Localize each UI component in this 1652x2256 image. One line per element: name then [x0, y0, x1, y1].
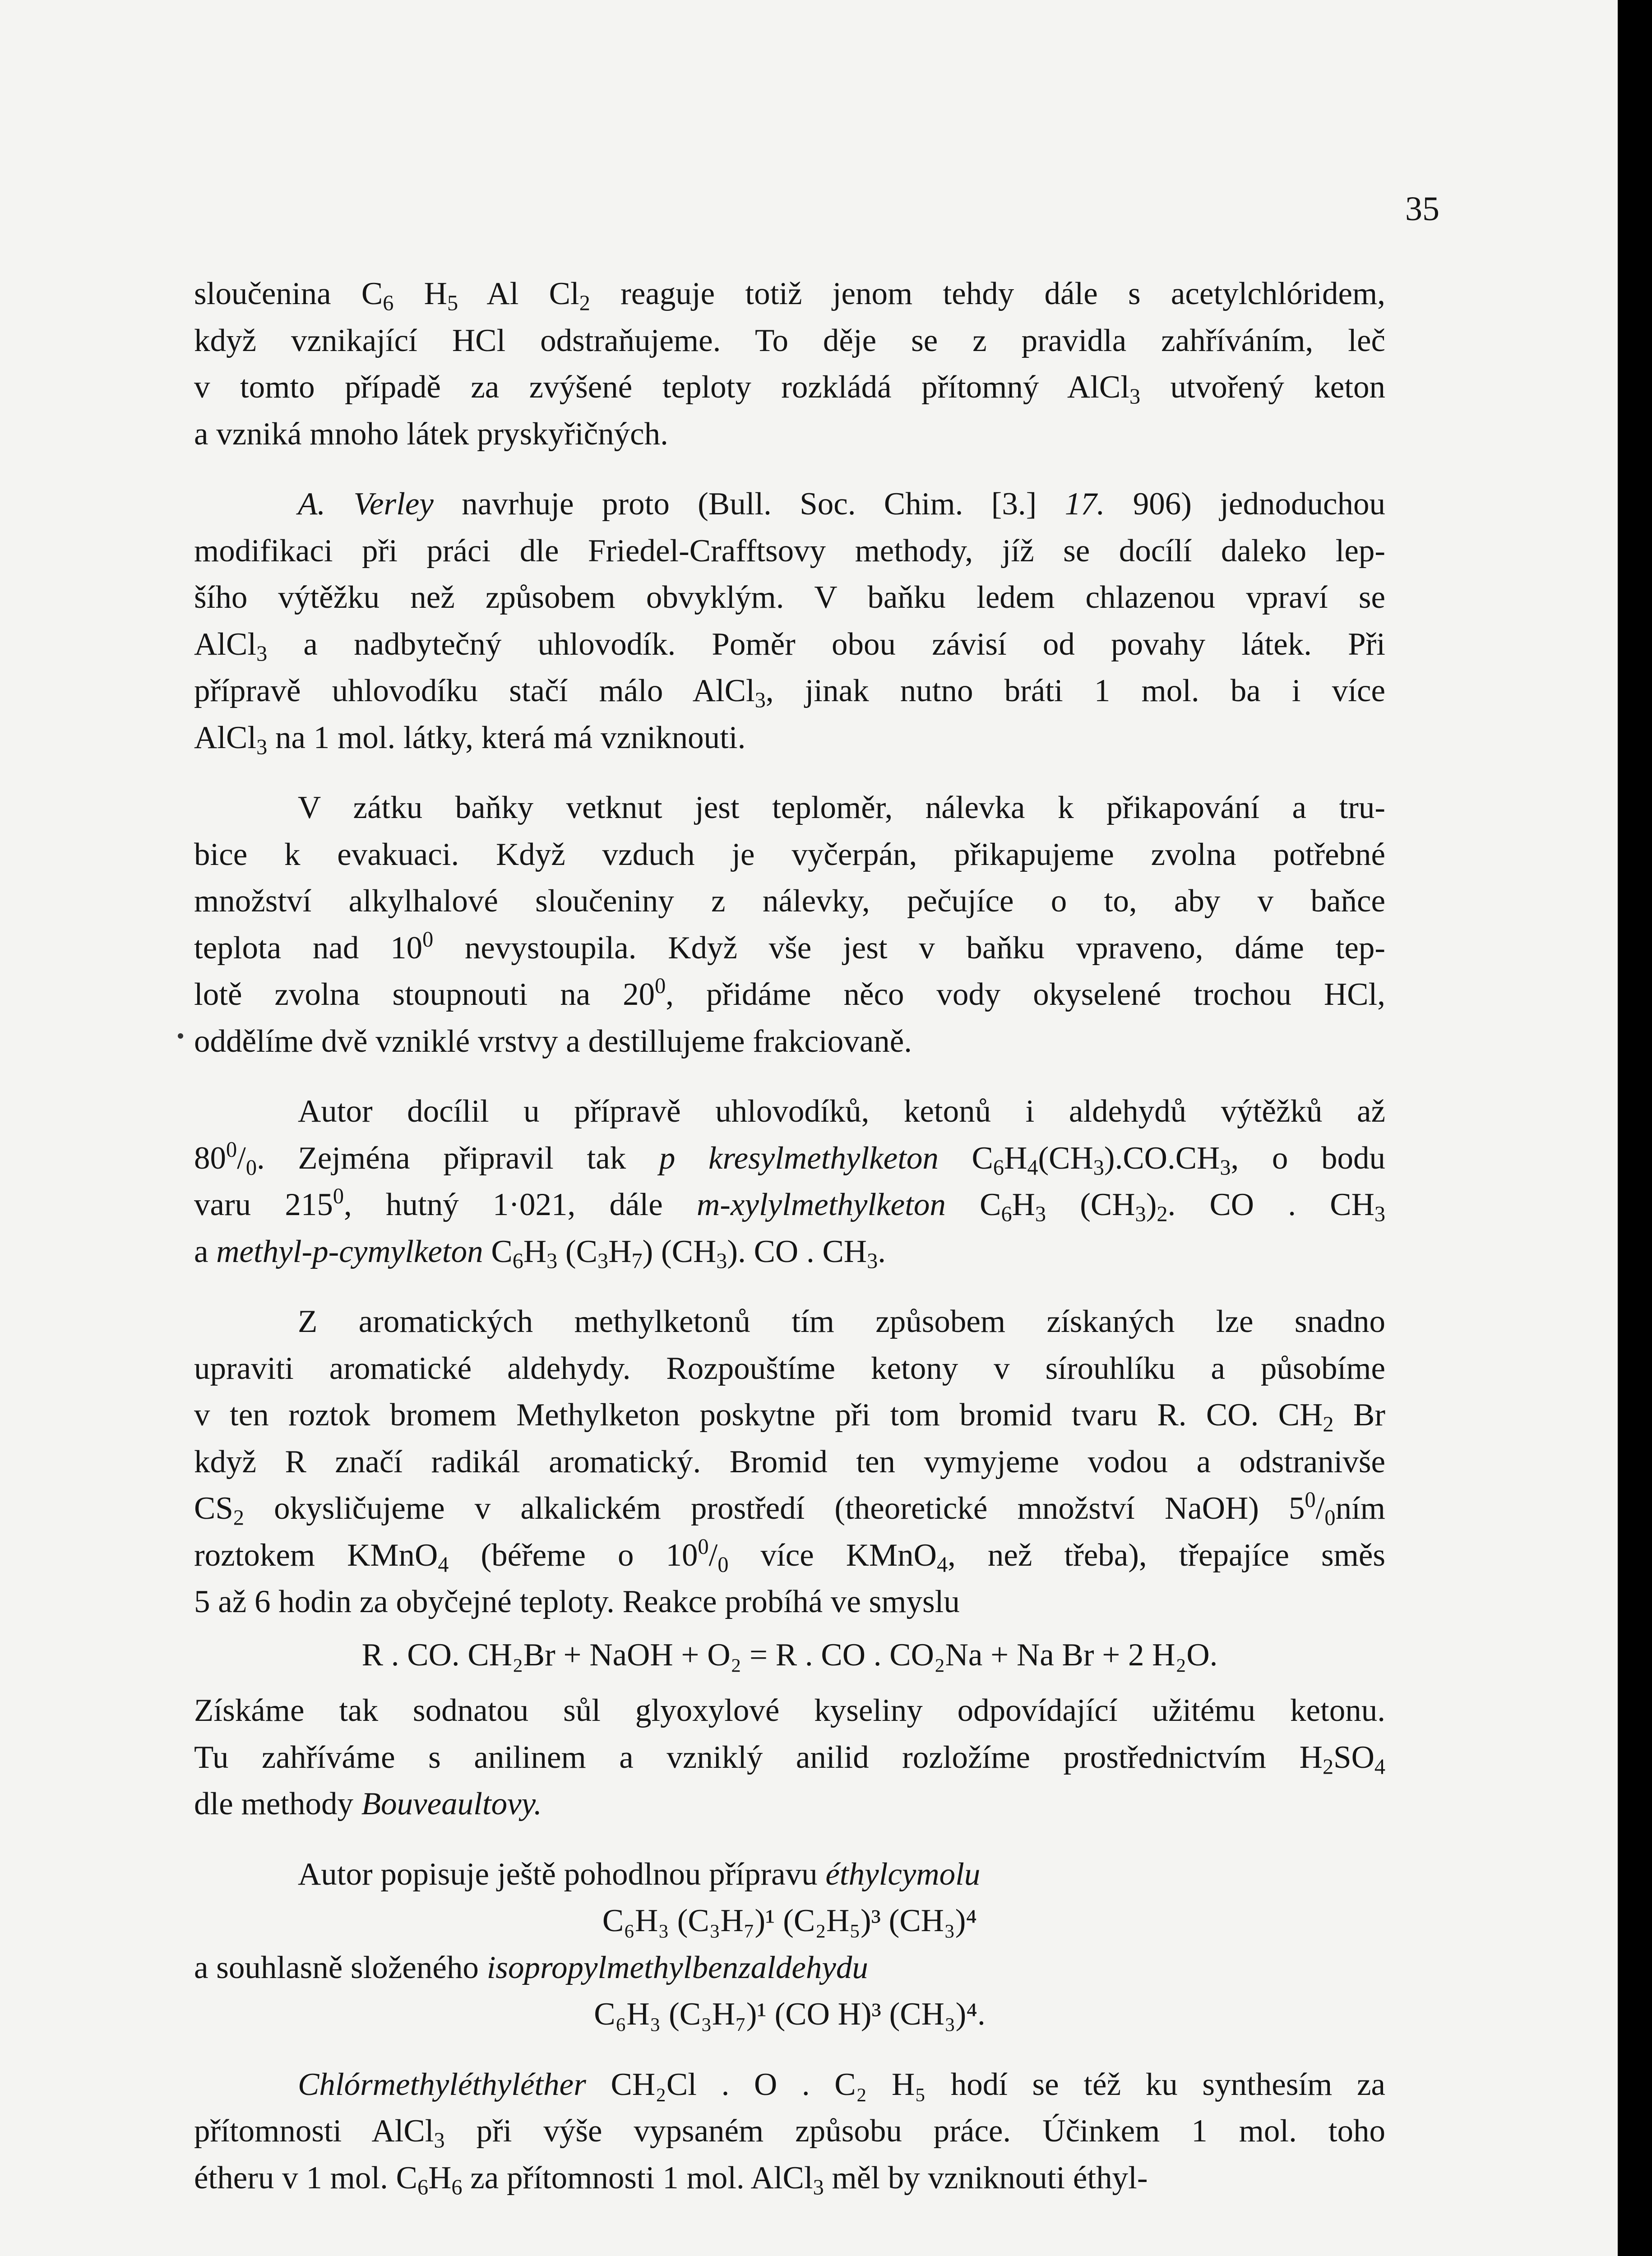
paragraph-6	[194, 1687, 1385, 1828]
line: teplota nad $10^0$ nevystoupila. Když vše jest v baňku vpraveno, dáme tep-	[194, 927, 1386, 966]
line: když vznikající HCl odstraňujeme. To děje se z pravidla zahříváním, leč	[194, 323, 1385, 358]
line: A. Verley navrhuje proto (Bull. Soc. Chim. [3.] 17. 906) jednoduchou	[298, 486, 1386, 522]
line: když R značí radikál aromatický. Bromid ten vymyjeme vodou a odstranivše	[194, 1444, 1385, 1479]
line: bice k evakuaci. Když vzduch je vyčerpán, přikapujeme zvolna potřebné	[194, 837, 1385, 872]
line: AlCl$_3$ a nadbytečný uhlovodík. Poměr obou závisí od povahy látek. Při	[194, 626, 1385, 666]
line: Tu zahříváme s anilinem a vzniklý anilid rozložíme prostřednictvím $H_2SO_4$	[194, 1739, 1385, 1779]
line: modifikaci při práci dle Friedel-Crafftsovy methody, jíž se docílí daleko lep-	[194, 533, 1385, 569]
line: v ten roztok bromem Methylketon poskytne při tom bromid tvaru R. CO. $CH_2$ Br	[194, 1397, 1386, 1437]
reaction-equation	[194, 1632, 1385, 1679]
line: v tomto případě za zvýšené teploty rozkládá přítomný AlCl$_3$ utvořený keton	[194, 370, 1386, 409]
line: roztokem KMnO$_4$ (béřeme o $10^0/_0$ více KMnO$_4$, než třeba), třepajíce směs	[194, 1534, 1385, 1577]
formula-line: C₆H₃ (C₃H₇)¹ (C₂H₅)³ (CH₃)⁴	[602, 1903, 977, 1938]
line: přítomnosti AlCl$_3$ při výše vypsaném způsobu práce. Účinkem 1 mol. toho	[194, 2113, 1386, 2153]
equation-line: R . CO. CH₂Br + NaOH + O₂ = R . CO . CO₂Na + Na Br + 2 H₂O.	[361, 1637, 1218, 1673]
line: oddělíme dvě vzniklé vrstvy a destillujeme frakciovaně.	[194, 1023, 912, 1059]
line: V zátku baňky vetknut jest teploměr, nálevka k přikapování a tru-	[298, 790, 1385, 825]
line: étheru v 1 mol. $C_6H_6$ za přítomnosti 1 mol. AlCl$_3$ měl by vzniknouti éthyl-	[194, 2160, 1148, 2200]
paragraph-3	[194, 785, 1385, 1065]
paragraph-1	[194, 271, 1385, 458]
paragraph-5	[194, 1299, 1385, 1626]
author-initial: A.	[298, 486, 326, 522]
line: šího výtěžku než způsobem obvyklým. V baňku ledem chlazenou vpraví se	[194, 580, 1385, 615]
page-number: 35	[1405, 190, 1439, 228]
line: a methyl-p-cymylketon $C_6H_3$ $(C_3H_7)$ $(CH_3)$. CO . $CH_3$.	[194, 1234, 886, 1273]
body-text	[194, 271, 1385, 2225]
line: dle methody Bouveaultovy.	[194, 1786, 542, 1821]
line: $80^0/_0$. Zejména připravil tak p kresylmethylketon $C_6H_4(CH_3).CO.CH_3$, o bodu	[194, 1137, 1385, 1180]
line: upraviti aromatické aldehydy. Rozpouštíme ketony v sírouhlíku a působíme	[194, 1350, 1385, 1386]
line: Autor docílil u přípravě uhlovodíků, ketonů i aldehydů výtěžků až	[298, 1094, 1385, 1129]
line: přípravě uhlovodíku stačí málo AlCl$_3$, jinak nutno bráti 1 mol. ba i více	[194, 673, 1386, 712]
formula-line: C₆H₃ (C₃H₇)¹ (CO H)³ (CH₃)⁴.	[594, 1997, 986, 2032]
line: a vzniká mnoho látek pryskyřičných.	[194, 416, 668, 452]
line: sloučenina $C_6$ $H_5$ Al $Cl_2$ reaguje totiž jenom tehdy dále s acetylchlóridem,	[194, 276, 1386, 315]
line: Získáme tak sodnatou sůl glyoxylové kyseliny odpovídající užitému ketonu.	[194, 1693, 1385, 1728]
line: $CS_2$ okysličujeme v alkalickém prostředí (theoretické množství NaOH) $5^0/_0ním$	[194, 1488, 1386, 1530]
line: AlCl$_3$ na 1 mol. látky, která má vzniknouti.	[194, 720, 746, 759]
line: množství alkylhalové sloučeniny z nálevky, pečujíce o to, aby v baňce	[194, 883, 1385, 919]
line: varu $215^0$, hutný 1·021, dále m-xylylmethylketon $C_6H_3$ $(CH_3)_2$. CO . $CH_3$	[194, 1184, 1386, 1226]
paragraph-8	[194, 2062, 1385, 2202]
author-name: Verley	[353, 486, 434, 522]
line: a souhlasně složeného isopropylmethylbenzaldehydu	[194, 1950, 868, 1985]
line: Z aromatických methylketonů tím způsobem získaných lze snadno	[298, 1304, 1385, 1339]
margin-mark	[178, 1033, 183, 1039]
paragraph-2	[194, 481, 1385, 761]
paragraph-7	[194, 1851, 1385, 2038]
line: Autor popisuje ještě pohodlnou přípravu éthylcymolu	[298, 1856, 981, 1892]
line: Chlórmethyléthyléther CH₂Cl . O . C₂ H₅ hodí se též ku synthesím za	[298, 2066, 1385, 2102]
line: lotě zvolna stoupnouti na $20^0$, přidáme něco vody okyselené trochou HCl,	[194, 974, 1385, 1012]
line: 5 až 6 hodin za obyčejné teploty. Reakce probíhá ve smyslu	[194, 1584, 960, 1619]
paragraph-4	[194, 1088, 1385, 1275]
